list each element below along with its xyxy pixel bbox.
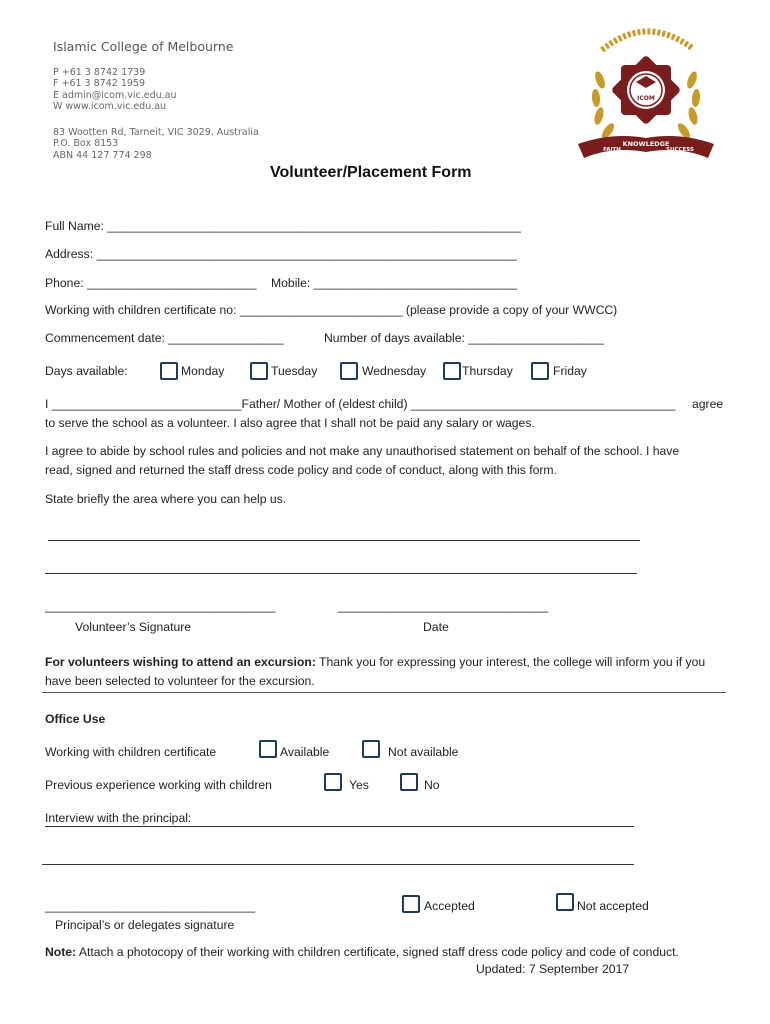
volunteer-signature-label: Volunteer’s Signature [75, 620, 192, 634]
not-available-label: Not available [388, 745, 459, 759]
days-available-label: Days available: [45, 364, 128, 378]
school-name: Islamic College of Melbourne [53, 39, 234, 54]
signature-date-field[interactable]: _______________________________ [338, 599, 549, 613]
volunteer-agreement-text: to serve the school as a volunteer. I also agree that I shall not be paid any salary or wages. [45, 416, 535, 430]
commencement-date-field[interactable]: Commencement date: _________________ [45, 331, 284, 345]
help-area-line-1[interactable] [48, 540, 640, 541]
friday-label: Friday [553, 364, 587, 378]
excursion-note-text: Thank you for expressing your interest, the college will inform you if you [315, 655, 706, 669]
tuesday-label: Tuesday [271, 364, 318, 378]
not-accepted-label: Not accepted [577, 899, 649, 913]
interview-line-1[interactable] [45, 826, 634, 827]
note-heading: Note: [45, 945, 77, 959]
principal-signature-field[interactable]: _______________________________ [45, 899, 256, 913]
abn: ABN 44 127 774 298 [53, 150, 152, 161]
parent-agreement-field[interactable]: I ____________________________Father/ Mother of (eldest child) _______________________________________ [45, 397, 676, 411]
experience-label: Previous experience working with children [45, 778, 272, 792]
agree-word: agree [692, 397, 724, 411]
ribbon-success: SUCCESS [666, 147, 694, 153]
help-area-prompt: State briefly the area where you can help us. [45, 492, 287, 506]
college-logo [572, 20, 720, 160]
volunteer-signature-field[interactable]: __________________________________ [45, 599, 276, 613]
monday-label: Monday [181, 364, 225, 378]
excursion-note-line1 [45, 655, 705, 669]
full-name-field[interactable]: Full Name: _____________________________________________________________ [45, 219, 521, 233]
available-label: Available [280, 745, 330, 759]
available-checkbox[interactable] [259, 740, 277, 758]
wednesday-label: Wednesday [362, 364, 427, 378]
help-area-line-2[interactable] [45, 573, 637, 574]
note-text: Attach a photocopy of their working with children certificate, signed staff dress code policy and code of conduct. [76, 945, 679, 959]
street-address: 83 Wootten Rd, Tarneit, VIC 3029. Australia [53, 127, 259, 138]
fax-number: F +61 3 8742 1959 [53, 78, 145, 89]
principal-signature-label: Principal’s or delegates signature [55, 918, 235, 932]
phone-number: P +61 3 8742 1739 [53, 67, 146, 78]
section-divider [42, 692, 726, 693]
thursday-label: Thursday [462, 364, 513, 378]
policy-text-line2: read, signed and returned the staff dress code policy and code of conduct, along with this form. [45, 463, 557, 477]
ribbon-faith: FAITH [603, 147, 621, 153]
excursion-note-line2: have been selected to volunteer for the excursion. [45, 674, 315, 688]
office-use-heading: Office Use [45, 712, 106, 726]
phone-field[interactable]: Phone: _________________________ [45, 276, 257, 290]
experience-no-checkbox[interactable] [400, 773, 418, 791]
friday-checkbox[interactable] [531, 362, 549, 380]
date-label: Date [423, 620, 449, 634]
experience-no-label: No [424, 778, 440, 792]
excursion-note-heading: For volunteers wishing to attend an excursion: [45, 655, 316, 669]
monday-checkbox[interactable] [160, 362, 178, 380]
mobile-field[interactable]: Mobile: ______________________________ [271, 276, 518, 290]
wednesday-checkbox[interactable] [340, 362, 358, 380]
thursday-checkbox[interactable] [443, 362, 461, 380]
email-address: E admin@icom.vic.edu.au [53, 90, 177, 101]
accepted-label: Accepted [424, 899, 475, 913]
address-field[interactable]: Address: ______________________________________________________________ [45, 247, 517, 261]
wwcc-field[interactable]: Working with children certificate no: ________________________ (please provide a copy of your WWCC) [45, 303, 618, 317]
attachment-note [45, 945, 679, 959]
ribbon-knowledge: KNOWLEDGE [622, 140, 670, 148]
not-available-checkbox[interactable] [362, 740, 380, 758]
po-box: P.O. Box 8153 [53, 138, 119, 149]
logo-center-text: ICOM [637, 95, 655, 102]
not-accepted-checkbox[interactable] [556, 893, 574, 911]
website: W www.icom.vic.edu.au [53, 101, 167, 112]
days-count-field[interactable]: Number of days available: ____________________ [324, 331, 604, 345]
updated-date: Updated: 7 September 2017 [476, 962, 630, 976]
wwc-certificate-label: Working with children certificate [45, 745, 217, 759]
tuesday-checkbox[interactable] [250, 362, 268, 380]
interview-line-2[interactable] [42, 864, 634, 865]
experience-yes-checkbox[interactable] [324, 773, 342, 791]
policy-text-line1: I agree to abide by school rules and policies and not make any unauthorised statement on behalf of the school. I have [45, 444, 680, 458]
accepted-checkbox[interactable] [402, 895, 420, 913]
experience-yes-label: Yes [349, 778, 369, 792]
form-title: Volunteer/Placement Form [270, 164, 472, 181]
arabic-script-arc [602, 31, 692, 50]
interview-label: Interview with the principal: [45, 811, 192, 825]
